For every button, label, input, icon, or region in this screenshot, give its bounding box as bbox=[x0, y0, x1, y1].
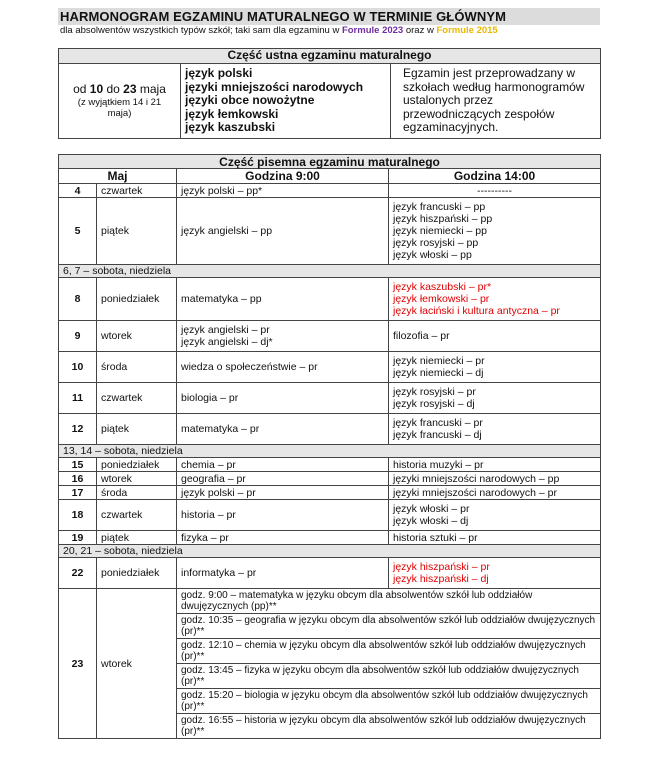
exam-entry: język rosyjski – pr bbox=[393, 386, 476, 398]
exam-2pm bbox=[389, 414, 601, 445]
weekend-separator-row bbox=[59, 265, 601, 278]
exam-2pm bbox=[389, 558, 601, 589]
exam-entry: filozofia – pr bbox=[393, 330, 450, 342]
exam-9am bbox=[177, 198, 389, 265]
exam-2pm bbox=[389, 198, 601, 265]
exam-entry: informatyka – pr bbox=[181, 567, 257, 579]
table-row bbox=[59, 558, 601, 589]
exam-9am bbox=[177, 321, 389, 352]
oral-exception: (z wyjątkiem 14 i 21 maja) bbox=[77, 96, 162, 119]
exam-entry: język łaciński i kultura antyczna – pr bbox=[393, 305, 560, 317]
exam-2pm bbox=[389, 531, 601, 545]
exam-9am bbox=[177, 531, 389, 545]
oral-date-suffix: maja bbox=[136, 82, 166, 97]
oral-subject: język polski bbox=[185, 66, 253, 81]
weekday: czwartek bbox=[97, 500, 177, 531]
foreign-language-session: godz. 15:20 – biologia w języku obcym dla absolwentów szkół lub oddziałów dwujęzycznych (pr)** bbox=[177, 689, 601, 714]
formula-2015-label: Formule 2015 bbox=[436, 25, 498, 36]
exam-9am bbox=[177, 458, 389, 472]
exam-9am bbox=[177, 278, 389, 321]
weekday: poniedziałek bbox=[97, 458, 177, 472]
exam-entry: język niemiecki – pp bbox=[393, 225, 487, 237]
table-row bbox=[59, 352, 601, 383]
day-number: 12 bbox=[59, 414, 97, 445]
weekday: piątek bbox=[97, 531, 177, 545]
exam-entry: język rosyjski – pp bbox=[393, 237, 479, 249]
exam-entry: biologia – pr bbox=[181, 392, 239, 404]
day-number: 18 bbox=[59, 500, 97, 531]
exam-entry: język angielski – dj* bbox=[181, 336, 273, 348]
written-heading: Część pisemna egzaminu maturalnego bbox=[59, 155, 601, 169]
exam-2pm bbox=[389, 472, 601, 486]
day-number: 9 bbox=[59, 321, 97, 352]
foreign-language-session: godz. 16:55 – historia w języku obcym dla absolwentów szkół lub oddziałów dwujęzycznych (pr)** bbox=[177, 714, 601, 739]
exam-entry: język niemiecki – pr bbox=[393, 355, 485, 367]
exam-9am bbox=[177, 558, 389, 589]
exam-9am bbox=[177, 184, 389, 198]
table-row bbox=[59, 531, 601, 545]
exam-entry: matematyka – pr bbox=[181, 423, 260, 435]
weekday: wtorek bbox=[97, 589, 177, 739]
table-row bbox=[59, 486, 601, 500]
exam-entry: język rosyjski – dj bbox=[393, 398, 475, 410]
exam-9am bbox=[177, 383, 389, 414]
day-number: 8 bbox=[59, 278, 97, 321]
table-row bbox=[59, 198, 601, 265]
oral-subject: język kaszubski bbox=[185, 120, 276, 135]
exam-2pm bbox=[389, 321, 601, 352]
oral-dates bbox=[59, 64, 181, 139]
written-exam-table bbox=[58, 154, 601, 739]
weekend-separator: 20, 21 – sobota, niedziela bbox=[59, 545, 601, 558]
oral-subject: język łemkowski bbox=[185, 106, 279, 121]
exam-entry: matematyka – pp bbox=[181, 293, 262, 305]
exam-entry: język łemkowski – pr bbox=[393, 293, 490, 305]
exam-entry: języki mniejszości narodowych – pp bbox=[393, 472, 560, 485]
exam-entry: ---------- bbox=[477, 184, 512, 197]
table-row bbox=[59, 321, 601, 352]
exam-2pm bbox=[389, 458, 601, 472]
table-row bbox=[59, 414, 601, 445]
weekday: piątek bbox=[97, 198, 177, 265]
col-9-header: Godzina 9:00 bbox=[177, 169, 389, 184]
exam-entry: chemia – pr bbox=[181, 458, 236, 471]
exam-entry: język francuski – dj bbox=[393, 429, 482, 441]
exam-entry: język polski – pp* bbox=[181, 184, 263, 197]
exam-entry: geografia – pr bbox=[181, 472, 246, 485]
foreign-language-session: godz. 13:45 – fizyka w języku obcym dla absolwentów szkół lub oddziałów dwujęzycznych (pr)** bbox=[177, 664, 601, 689]
foreign-language-session: godz. 9:00 – matematyka w języku obcym dla absolwentów szkół lub oddziałów dwujęzycznych (pp)** bbox=[177, 589, 601, 614]
exam-entry: język polski – pr bbox=[181, 486, 256, 499]
col-14-header: Godzina 14:00 bbox=[389, 169, 601, 184]
exam-entry: historia sztuki – pr bbox=[393, 531, 478, 544]
exam-entry: historia muzyki – pr bbox=[393, 458, 484, 471]
day-number: 23 bbox=[59, 589, 97, 739]
exam-entry: język francuski – pp bbox=[393, 201, 486, 213]
weekday: środa bbox=[97, 352, 177, 383]
exam-2pm bbox=[389, 278, 601, 321]
day-number: 4 bbox=[59, 184, 97, 198]
page-title: HARMONOGRAM EGZAMINU MATURALNEGO W TERMINIE GŁÓWNYM bbox=[60, 9, 507, 24]
exam-entry: język hiszpański – pp bbox=[393, 213, 493, 225]
oral-exam-table bbox=[58, 48, 601, 139]
exam-9am bbox=[177, 486, 389, 500]
exam-9am bbox=[177, 500, 389, 531]
exam-9am bbox=[177, 352, 389, 383]
oral-date-prefix: od bbox=[73, 82, 90, 97]
oral-note: Egzamin jest przeprowadzany w szkołach według harmonogramów ustalonych przez przewodniczących zespołów egzaminacyjnych. bbox=[391, 64, 601, 139]
day-number: 10 bbox=[59, 352, 97, 383]
weekday: poniedziałek bbox=[97, 278, 177, 321]
exam-entry: historia – pr bbox=[181, 509, 236, 521]
exam-entry: język włoski – dj bbox=[393, 515, 469, 527]
table-row bbox=[59, 383, 601, 414]
weekend-separator-row bbox=[59, 445, 601, 458]
weekday: wtorek bbox=[97, 321, 177, 352]
weekend-separator: 13, 14 – sobota, niedziela bbox=[59, 445, 601, 458]
day-number: 15 bbox=[59, 458, 97, 472]
exam-2pm bbox=[389, 352, 601, 383]
exam-entry: języki mniejszości narodowych – pr bbox=[393, 486, 557, 499]
oral-date-range bbox=[63, 83, 176, 97]
oral-date-mid: do bbox=[103, 82, 124, 97]
day-number: 17 bbox=[59, 486, 97, 500]
subtitle-joiner: oraz w bbox=[403, 25, 437, 36]
col-month-header: Maj bbox=[59, 169, 177, 184]
table-row bbox=[59, 500, 601, 531]
exam-9am bbox=[177, 414, 389, 445]
exam-entry: język hiszpański – dj bbox=[393, 573, 489, 585]
exam-entry: język francuski – pr bbox=[393, 417, 483, 429]
foreign-language-session: godz. 10:35 – geografia w języku obcym dla absolwentów szkół lub oddziałów dwujęzycznych (pr)** bbox=[177, 614, 601, 639]
weekend-separator-row bbox=[59, 545, 601, 558]
foreign-language-session: godz. 12:10 – chemia w języku obcym dla absolwentów szkół lub oddziałów dwujęzycznych (pr)** bbox=[177, 639, 601, 664]
weekday: czwartek bbox=[97, 383, 177, 414]
weekday: wtorek bbox=[97, 472, 177, 486]
day-number: 22 bbox=[59, 558, 97, 589]
day-number: 19 bbox=[59, 531, 97, 545]
exam-entry: język angielski – pr bbox=[181, 324, 270, 336]
exam-9am bbox=[177, 472, 389, 486]
exam-2pm bbox=[389, 486, 601, 500]
exam-entry: język niemiecki – dj bbox=[393, 367, 484, 379]
weekday: poniedziałek bbox=[97, 558, 177, 589]
oral-heading: Część ustna egzaminu maturalnego bbox=[59, 49, 601, 64]
subtitle-text: dla absolwentów wszystkich typów szkół; taki sam dla egzaminu w bbox=[60, 25, 342, 36]
exam-entry: fizyka – pr bbox=[181, 531, 229, 544]
exam-entry: język kaszubski – pr* bbox=[393, 281, 492, 293]
weekend-separator: 6, 7 – sobota, niedziela bbox=[59, 265, 601, 278]
day-number: 5 bbox=[59, 198, 97, 265]
day-number: 11 bbox=[59, 383, 97, 414]
weekday: piątek bbox=[97, 414, 177, 445]
exam-entry: język włoski – pp bbox=[393, 249, 472, 261]
exam-entry: wiedza o społeczeństwie – pr bbox=[181, 361, 318, 373]
formula-2023-label: Formule 2023 bbox=[341, 25, 404, 36]
exam-entry: język włoski – pr bbox=[393, 503, 470, 515]
page-subtitle bbox=[60, 25, 498, 36]
oral-subjects bbox=[181, 64, 391, 139]
exam-2pm bbox=[389, 383, 601, 414]
table-row bbox=[59, 472, 601, 486]
weekday: środa bbox=[97, 486, 177, 500]
table-row bbox=[59, 184, 601, 198]
table-row bbox=[59, 278, 601, 321]
weekday: czwartek bbox=[97, 184, 177, 198]
session-row bbox=[59, 589, 601, 614]
day-number: 16 bbox=[59, 472, 97, 486]
oral-date-to: 23 bbox=[123, 82, 137, 97]
oral-subject: języki obce nowożytne bbox=[185, 93, 315, 108]
exam-entry: język angielski – pp bbox=[181, 225, 273, 237]
exam-2pm bbox=[389, 184, 601, 198]
exam-2pm bbox=[389, 500, 601, 531]
oral-date-from: 10 bbox=[89, 82, 104, 97]
exam-entry: język hiszpański – pr bbox=[393, 561, 490, 573]
table-row bbox=[59, 458, 601, 472]
oral-subject: języki mniejszości narodowych bbox=[185, 79, 364, 94]
